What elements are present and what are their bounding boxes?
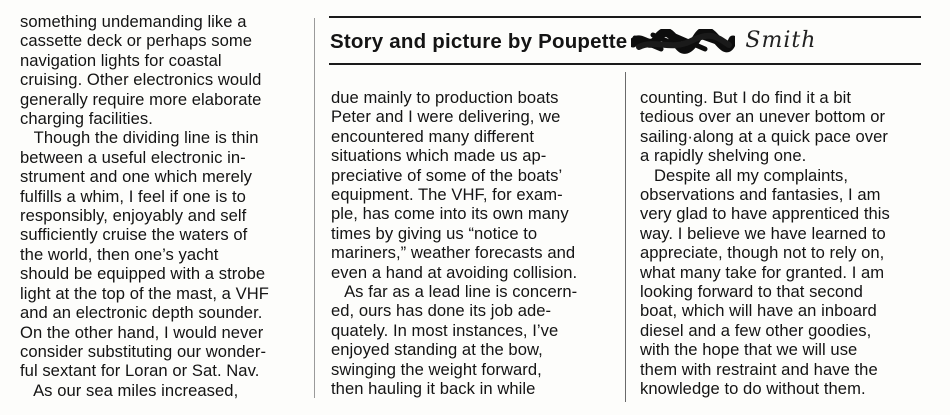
text-line: consider substituting our wonder-	[20, 341, 267, 361]
text-line: looking forward to that second	[640, 282, 863, 302]
text-line: appreciate, though not to rely on,	[640, 243, 885, 263]
text-line: generally require more elaborate	[20, 89, 262, 109]
text-line: them with restraint and have the	[640, 359, 878, 379]
text-line: due mainly to production boats	[331, 88, 559, 107]
text-line: enjoyed standing at the bow,	[331, 340, 543, 360]
text-line: then hauling it back in while	[331, 379, 536, 399]
text-line: swinging the weight forward,	[331, 359, 542, 379]
text-line: sufficiently cruise the waters of	[20, 225, 248, 245]
text-line: with the hope that we will use	[640, 340, 858, 360]
text-line: and an electronic depth sounder.	[20, 303, 263, 323]
text-line: preciative of some of the boats’	[331, 165, 563, 185]
text-line: boat, which will have an inboard	[640, 301, 877, 321]
text-line: As our sea miles increased,	[20, 380, 239, 400]
text-line: something undemanding like a	[20, 12, 247, 31]
text-line: knowledge to do without them.	[640, 379, 866, 399]
text-line: the world, then one’s yacht	[20, 244, 219, 264]
column-divider-right	[625, 72, 626, 402]
text-line: between a useful electronic in-	[20, 147, 246, 167]
text-line: sailing·along at a quick pace over	[640, 126, 888, 146]
text-line: ful sextant for Loran or Sat. Nav.	[20, 361, 260, 381]
text-line: situations which made us ap-	[331, 146, 547, 166]
text-line: encountered many different	[331, 126, 535, 146]
text-line: even a hand at avoiding collision.	[331, 262, 578, 282]
text-line: navigation lights for coastal	[20, 50, 222, 70]
byline-rule-top	[329, 16, 921, 18]
text-line: what many take for granted. I am	[640, 262, 885, 282]
byline	[330, 26, 816, 58]
text-line: mariners,” weather forecasts and	[331, 243, 576, 263]
text-line: charging facilities.	[20, 109, 153, 129]
text-line: diesel and a few other goodies,	[640, 320, 872, 340]
byline-text: Story and picture by Poupette	[330, 30, 628, 53]
text-line: Despite all my complaints,	[640, 165, 849, 185]
byline-rule-bottom	[329, 63, 921, 65]
text-line: Peter and I were delivering, we	[331, 107, 561, 127]
text-line: On the other hand, I would never	[20, 322, 264, 342]
text-line: counting. But I do find it a bit	[640, 88, 851, 107]
text-line: way. I believe we have learned to	[640, 223, 886, 243]
article-column-middle	[331, 88, 611, 399]
text-line: fulfills a whim, I feel if one is to	[20, 186, 246, 206]
column-divider-left	[314, 18, 315, 398]
text-line: very glad to have apprenticed this	[640, 204, 890, 224]
text-line: times by giving us “notice to	[331, 223, 538, 243]
text-line: strument and one which merely	[20, 167, 253, 187]
text-line: As far as a lead line is concern-	[331, 282, 578, 302]
text-line: tedious over an unever bottom or	[640, 107, 886, 127]
handwritten-surname: Smith	[745, 27, 817, 53]
text-line: responsibly, enjoyably and self	[20, 206, 247, 226]
text-line: Though the dividing line is thin	[20, 128, 259, 148]
text-line: observations and fantasies, I am	[640, 185, 881, 205]
text-line: equipment. The VHF, for exam-	[331, 185, 563, 205]
article-column-left	[20, 12, 305, 400]
text-line: should be equipped with a strobe	[20, 264, 266, 284]
text-line: light at the top of the mast, a VHF	[20, 283, 269, 303]
redaction-scribble	[631, 29, 735, 55]
text-line: a rapidly shelving one.	[640, 146, 807, 166]
text-line: ple, has come into its own many	[331, 204, 569, 224]
text-line: quately. In most instances, I’ve	[331, 320, 559, 340]
text-line: cruising. Other electronics would	[20, 70, 262, 90]
text-line: ed, ours has done its job ade-	[331, 301, 552, 321]
article-column-right	[640, 88, 925, 399]
text-line: cassette deck or perhaps some	[20, 31, 253, 51]
